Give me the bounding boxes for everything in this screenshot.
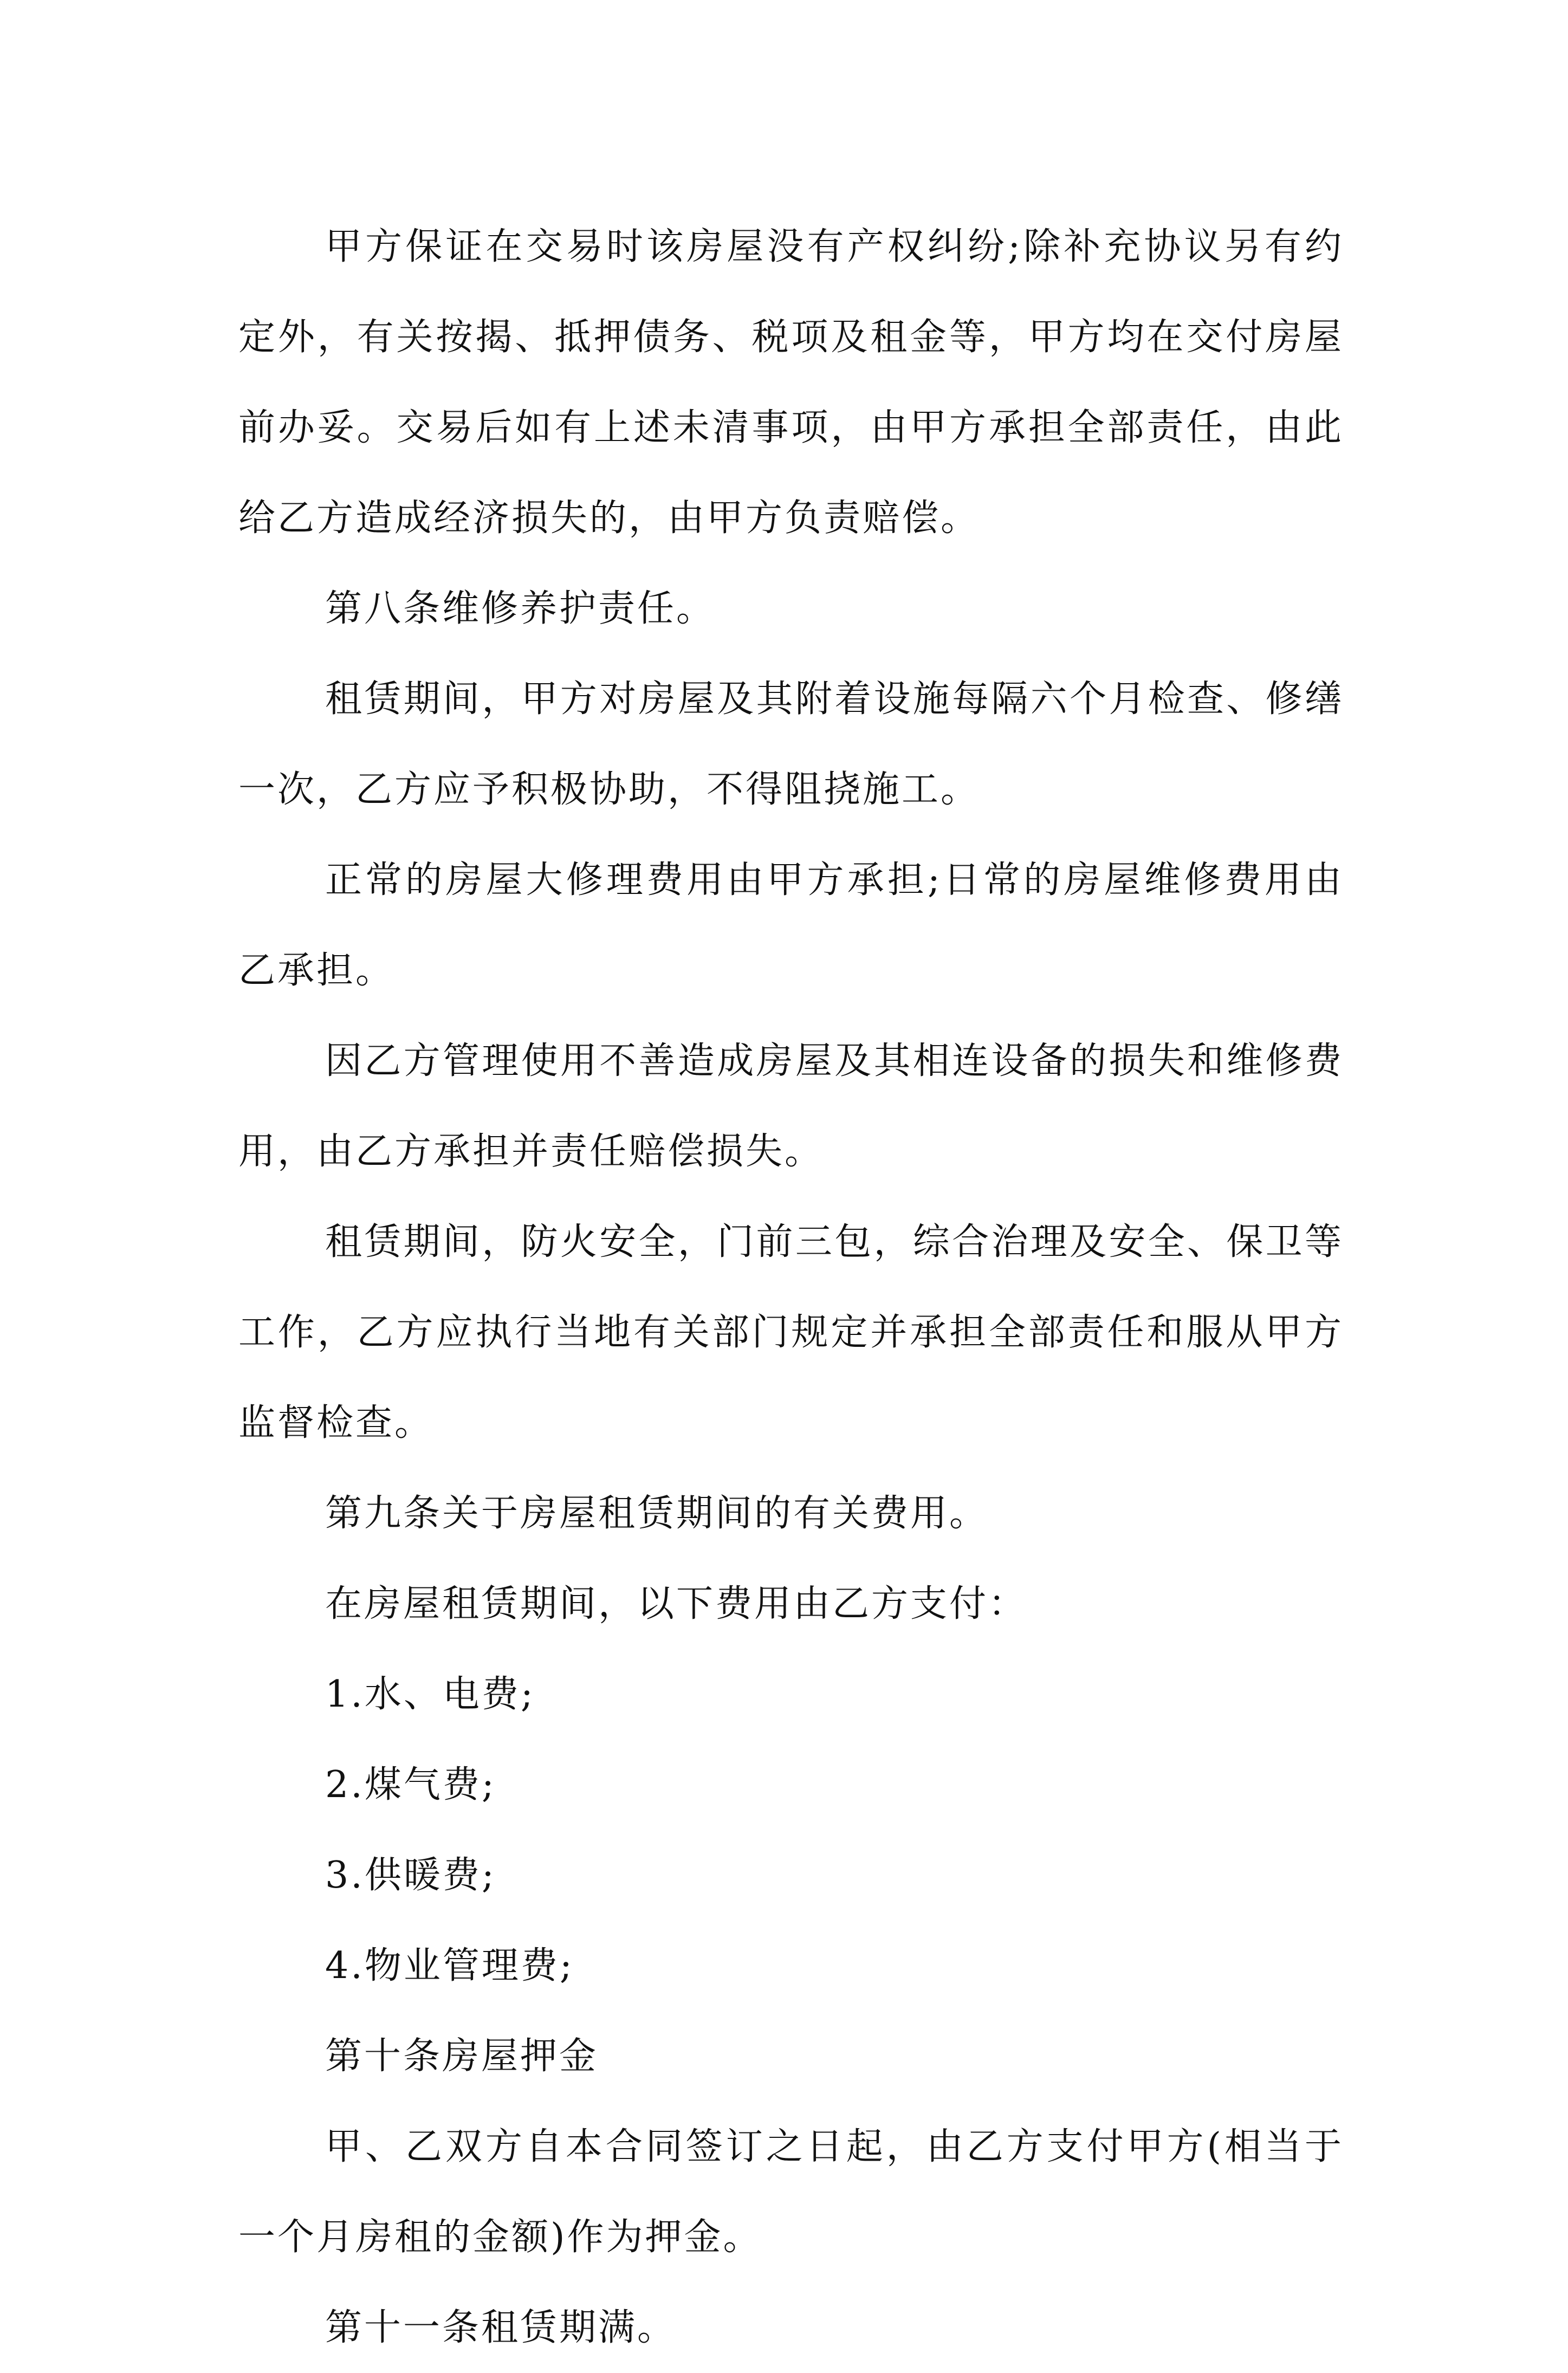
heading-article-11: 第十一条租赁期满。 xyxy=(325,2306,677,2349)
paragraph-repair-costs: 正常的房屋大修理费用由甲方承担;日常的房屋维修费用由乙承担。 xyxy=(238,859,1344,992)
paragraph-inspection: 租赁期间，甲方对房屋及其附着设施每隔六个月检查、修缮一次，乙方应予积极协助，不得阻挠施工。 xyxy=(238,678,1344,811)
paragraph-damage-liability: 因乙方管理使用不善造成房屋及其相连设备的损失和维修费用，由乙方承担并责任赔偿损失。 xyxy=(238,1040,1344,1173)
paragraph-safety-duties: 租赁期间，防火安全，门前三包，综合治理及安全、保卫等工作，乙方应执行当地有关部门规定并承担全部责任和服从甲方监督检查。 xyxy=(238,1221,1344,1444)
list-item-fee-2: 2.煤气费; xyxy=(325,1763,496,1806)
paragraph-guarantee: 甲方保证在交易时该房屋没有产权纠纷;除补充协议另有约定外，有关按揭、抵押债务、税项及租金等，甲方均在交付房屋前办妥。交易后如有上述未清事项，由甲方承担全部责任，由此给乙方造成经济损失的，由甲方负责赔偿。 xyxy=(238,225,1344,540)
heading-article-10: 第十条房屋押金 xyxy=(325,2035,599,2078)
paragraph-fees-intro: 在房屋租赁期间，以下费用由乙方支付： xyxy=(325,1583,1028,1625)
paragraph-deposit: 甲、乙双方自本合同签订之日起，由乙方支付甲方(相当于一个月房租的金额)作为押金。 xyxy=(238,2125,1344,2259)
document-body xyxy=(238,202,1344,2373)
heading-article-8: 第八条维修养护责任。 xyxy=(325,587,716,630)
heading-article-9: 第九条关于房屋租赁期间的有关费用。 xyxy=(325,1492,989,1535)
list-item-fee-4: 4.物业管理费; xyxy=(325,1944,574,1987)
list-item-fee-1: 1.水、电费; xyxy=(325,1673,535,1716)
list-item-fee-3: 3.供暖费; xyxy=(325,1854,496,1897)
